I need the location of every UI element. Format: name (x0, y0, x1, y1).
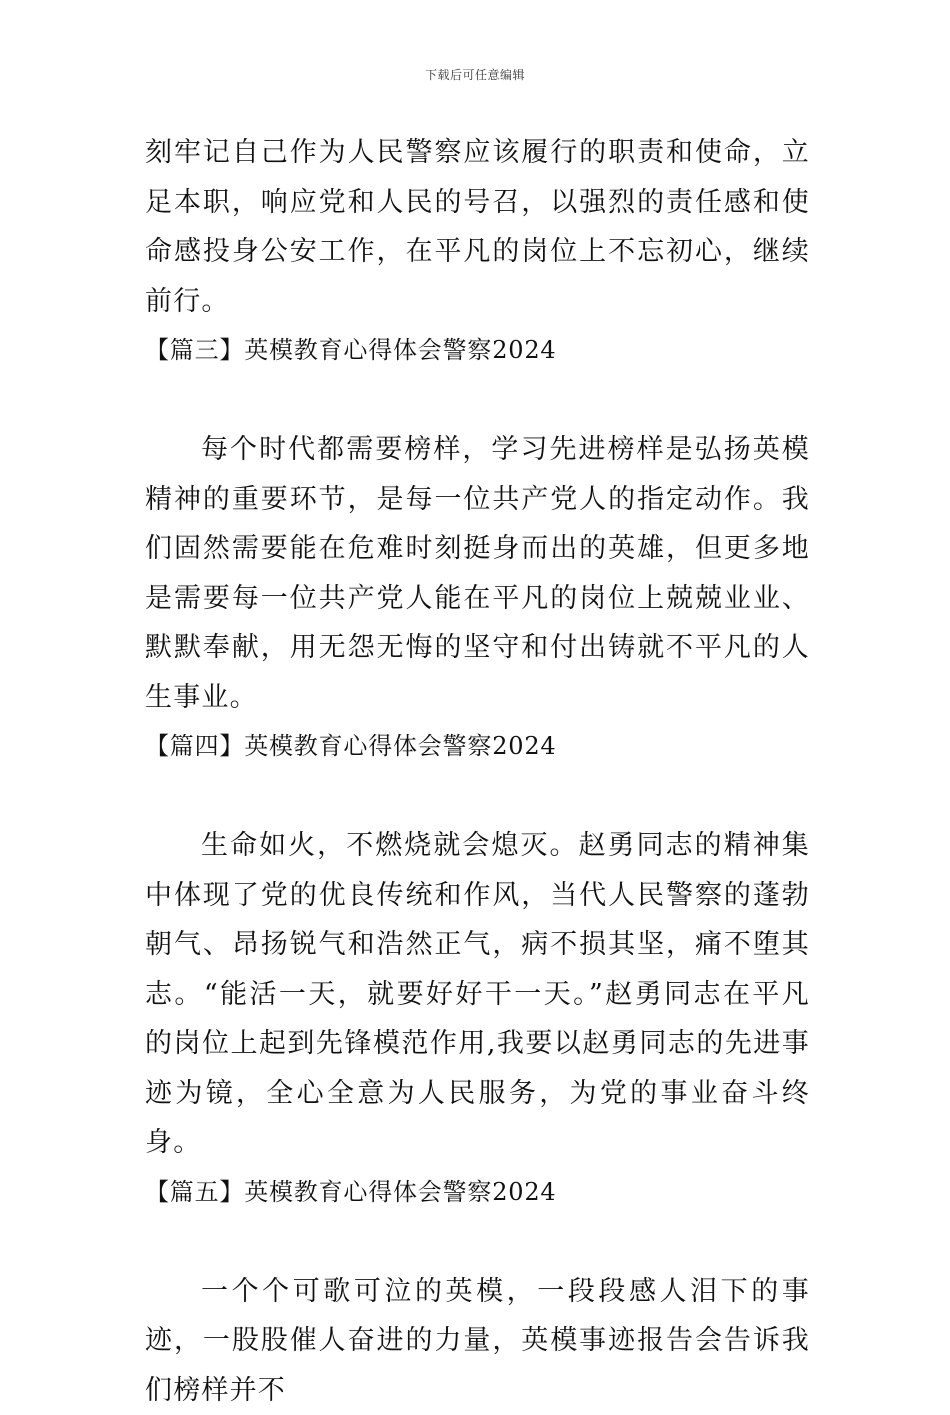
section-paragraph-3: 每个时代都需要榜样，学习先进榜样是弘扬英模精神的重要环节，是每一位共产党人的指定动作。我们固然需要能在危难时刻挺身而出的英雄，但更多地是需要每一位共产党人能在平凡的岗位上兢兢业业、默默奉献，用无怨无悔的坚守和付出铸就不平凡的人生事业。 (145, 425, 810, 722)
section-heading-3: 【篇三】英模教育心得体会警察2024 (145, 326, 810, 376)
blank-line (145, 772, 810, 822)
blank-line (145, 1217, 810, 1267)
document-body (145, 128, 810, 1415)
section-heading-4: 【篇四】英模教育心得体会警察2024 (145, 722, 810, 772)
section-paragraph-5: 一个个可歌可泣的英模，一段段感人泪下的事迹，一股股催人奋进的力量，英模事迹报告会告诉我们榜样并不 (145, 1267, 810, 1415)
blank-line (145, 376, 810, 426)
header-note: 下载后可任意编辑 (0, 66, 950, 83)
section-paragraph-4: 生命如火，不燃烧就会熄灭。赵勇同志的精神集中体现了党的优良传统和作风，当代人民警察的蓬勃朝气、昂扬锐气和浩然正气，病不损其坚，痛不堕其志。“能活一天，就要好好干一天。”赵勇同志在平凡的岗位上起到先锋模范作用,我要以赵勇同志的先进事迹为镜，全心全意为人民服务，为党的事业奋斗终身。 (145, 821, 810, 1168)
section-heading-5: 【篇五】英模教育心得体会警察2024 (145, 1168, 810, 1218)
paragraph-continuation: 刻牢记自己作为人民警察应该履行的职责和使命，立足本职，响应党和人民的号召，以强烈的责任感和使命感投身公安工作，在平凡的岗位上不忘初心，继续前行。 (145, 128, 810, 326)
